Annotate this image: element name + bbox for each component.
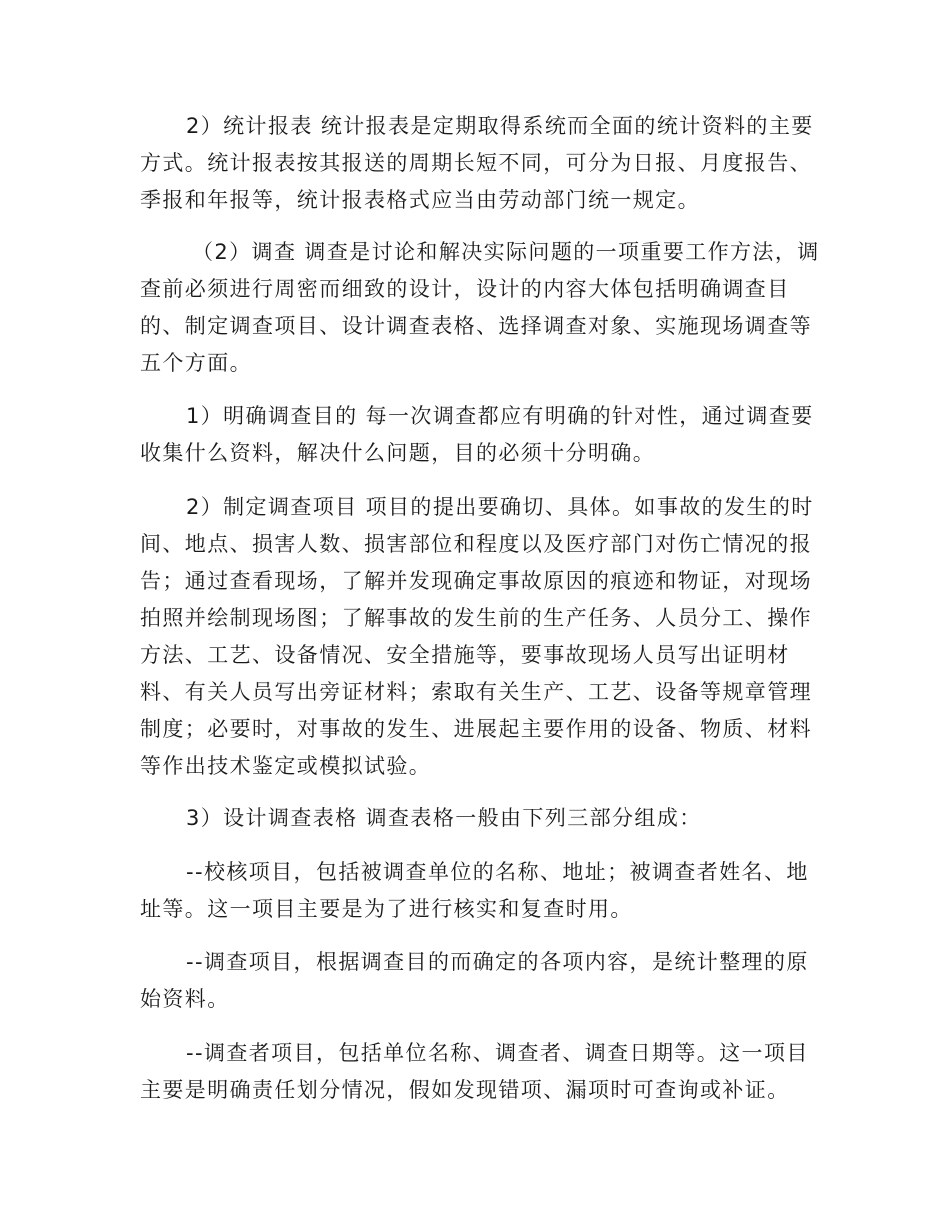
text-line: 间、地点、损害人数、损害部位和程度以及医疗部门对伤亡情况的报 [140,532,812,556]
text-line: 2）制定调查项目 项目的提出要确切、具体。如事故的发生的时 [186,495,814,519]
text-line: 主要是明确责任划分情况，假如发现错项、漏项时可查询或补证。 [140,1078,790,1102]
paragraph-survey-items [140,489,814,785]
paragraph-clear-purpose [140,398,814,472]
text-line: 制度；必要时，对事故的发生、进展起主要作用的设备、物质、材料 [140,717,812,741]
text-line: 3）设计调查表格 调查表格一般由下列三部分组成： [186,806,702,830]
text-line: 的、制定调查项目、设计调查表格、选择调查对象、实施现场调查等 [140,314,812,338]
text-line: --调查者项目，包括单位名称、调查者、调查日期等。这一项目 [186,1041,809,1065]
text-line: 址等。这一项目主要是为了进行核实和复查时用。 [140,897,633,921]
text-line: 查前必须进行周密而细致的设计，设计的内容大体包括明确调查目 [140,277,790,301]
text-line: 方法、工艺、设备情况、安全措施等，要事故现场人员写出证明材 [140,643,790,667]
paragraph-investigation [140,234,820,382]
text-line: --调查项目，根据调查目的而确定的各项内容，是统计整理的原 [186,950,809,974]
text-line: 1）明确调查目的 每一次调查都应有明确的针对性，通过调查要 [186,404,814,428]
text-line: 告；通过查看现场，了解并发现确定事故原因的痕迹和物证，对现场 [140,569,812,593]
paragraph-investigator-items [140,1035,809,1109]
text-line: 季报和年报等，统计报表格式应当由劳动部门统一规定。 [140,188,700,212]
text-line: 方式。统计报表按其报送的周期长短不同，可分为日报、月度报告、 [140,151,812,175]
text-line: 收集什么资料，解决什么问题，目的必须十分明确。 [140,441,656,465]
text-line: 拍照并绘制现场图；了解事故的发生前的生产任务、人员分工、操作 [140,606,812,630]
text-line: （2）调查 调查是讨论和解决实际问题的一项重要工作方法，调 [192,240,820,264]
text-line: --校核项目，包括被调查单位的名称、地址；被调查者姓名、地 [186,860,809,884]
paragraph-survey-form [140,800,800,837]
text-line: 五个方面。 [140,351,252,375]
paragraph-verification-items [140,854,809,928]
paragraph-investigation-items [140,944,809,1018]
text-line: 始资料。 [140,987,230,1011]
text-line: 等作出技术鉴定或模拟试验。 [140,754,432,778]
paragraph-statistical-report [140,108,814,219]
text-line: 料、有关人员写出旁证材料；索取有关生产、工艺、设备等规章管理 [140,680,812,704]
text-line: 2）统计报表 统计报表是定期取得系统而全面的统计资料的主要 [186,114,814,138]
